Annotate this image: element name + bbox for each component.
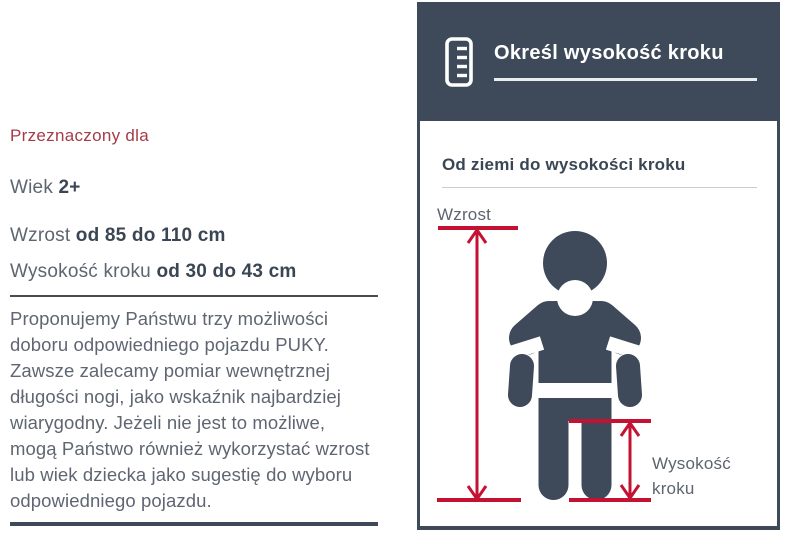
spec-step-height-label: Wysokość kroku — [10, 261, 151, 282]
title-underline — [494, 78, 757, 81]
spec-step-height-value: od 30 do 43 cm — [156, 261, 297, 282]
step-height-card — [417, 2, 780, 530]
divider-thin — [10, 295, 378, 297]
sizing-description: Proponujemy Państwu trzy możliwości doboru odpowiedniego pojazdu PUKY. Zawsze zalecamy pomiar wewnętrznej długości nogi, jako wskaźnik najbardziej wiarygodny. Jeżeli nie jest to możliwe, mogą Państwo również wykorzystać wzrost lub wiek dziecka jako sugestię do wyboru odpowiedniego pojazdu. — [10, 308, 370, 511]
step-height-card-header — [417, 2, 780, 121]
step-height-card-body — [417, 121, 780, 530]
card-title: Określ wysokość kroku — [494, 42, 724, 64]
subtitle-divider — [442, 187, 757, 188]
spec-height-label: Wzrost — [10, 225, 71, 246]
spec-height-value: od 85 do 110 cm — [75, 225, 226, 246]
height-label: Wzrost — [437, 205, 492, 224]
spec-age — [10, 177, 390, 199]
card-title-block — [494, 42, 757, 81]
ruler-icon — [445, 37, 473, 87]
spec-step-height — [10, 261, 390, 283]
spec-age-value: 2+ — [58, 177, 81, 198]
child-figure-icon — [504, 231, 646, 500]
intended-for-heading: Przeznaczony dla — [10, 126, 149, 145]
step-height-diagram — [422, 193, 772, 513]
step-height-label-line2: kroku — [652, 479, 695, 498]
diagram-subtitle: Od ziemi do wysokości kroku — [442, 155, 686, 174]
spec-height — [10, 225, 390, 247]
height-measure-arrow — [437, 228, 521, 500]
spec-age-label: Wiek — [10, 177, 54, 198]
divider-thick — [10, 522, 378, 526]
step-height-label-line1: Wysokość — [652, 454, 731, 473]
